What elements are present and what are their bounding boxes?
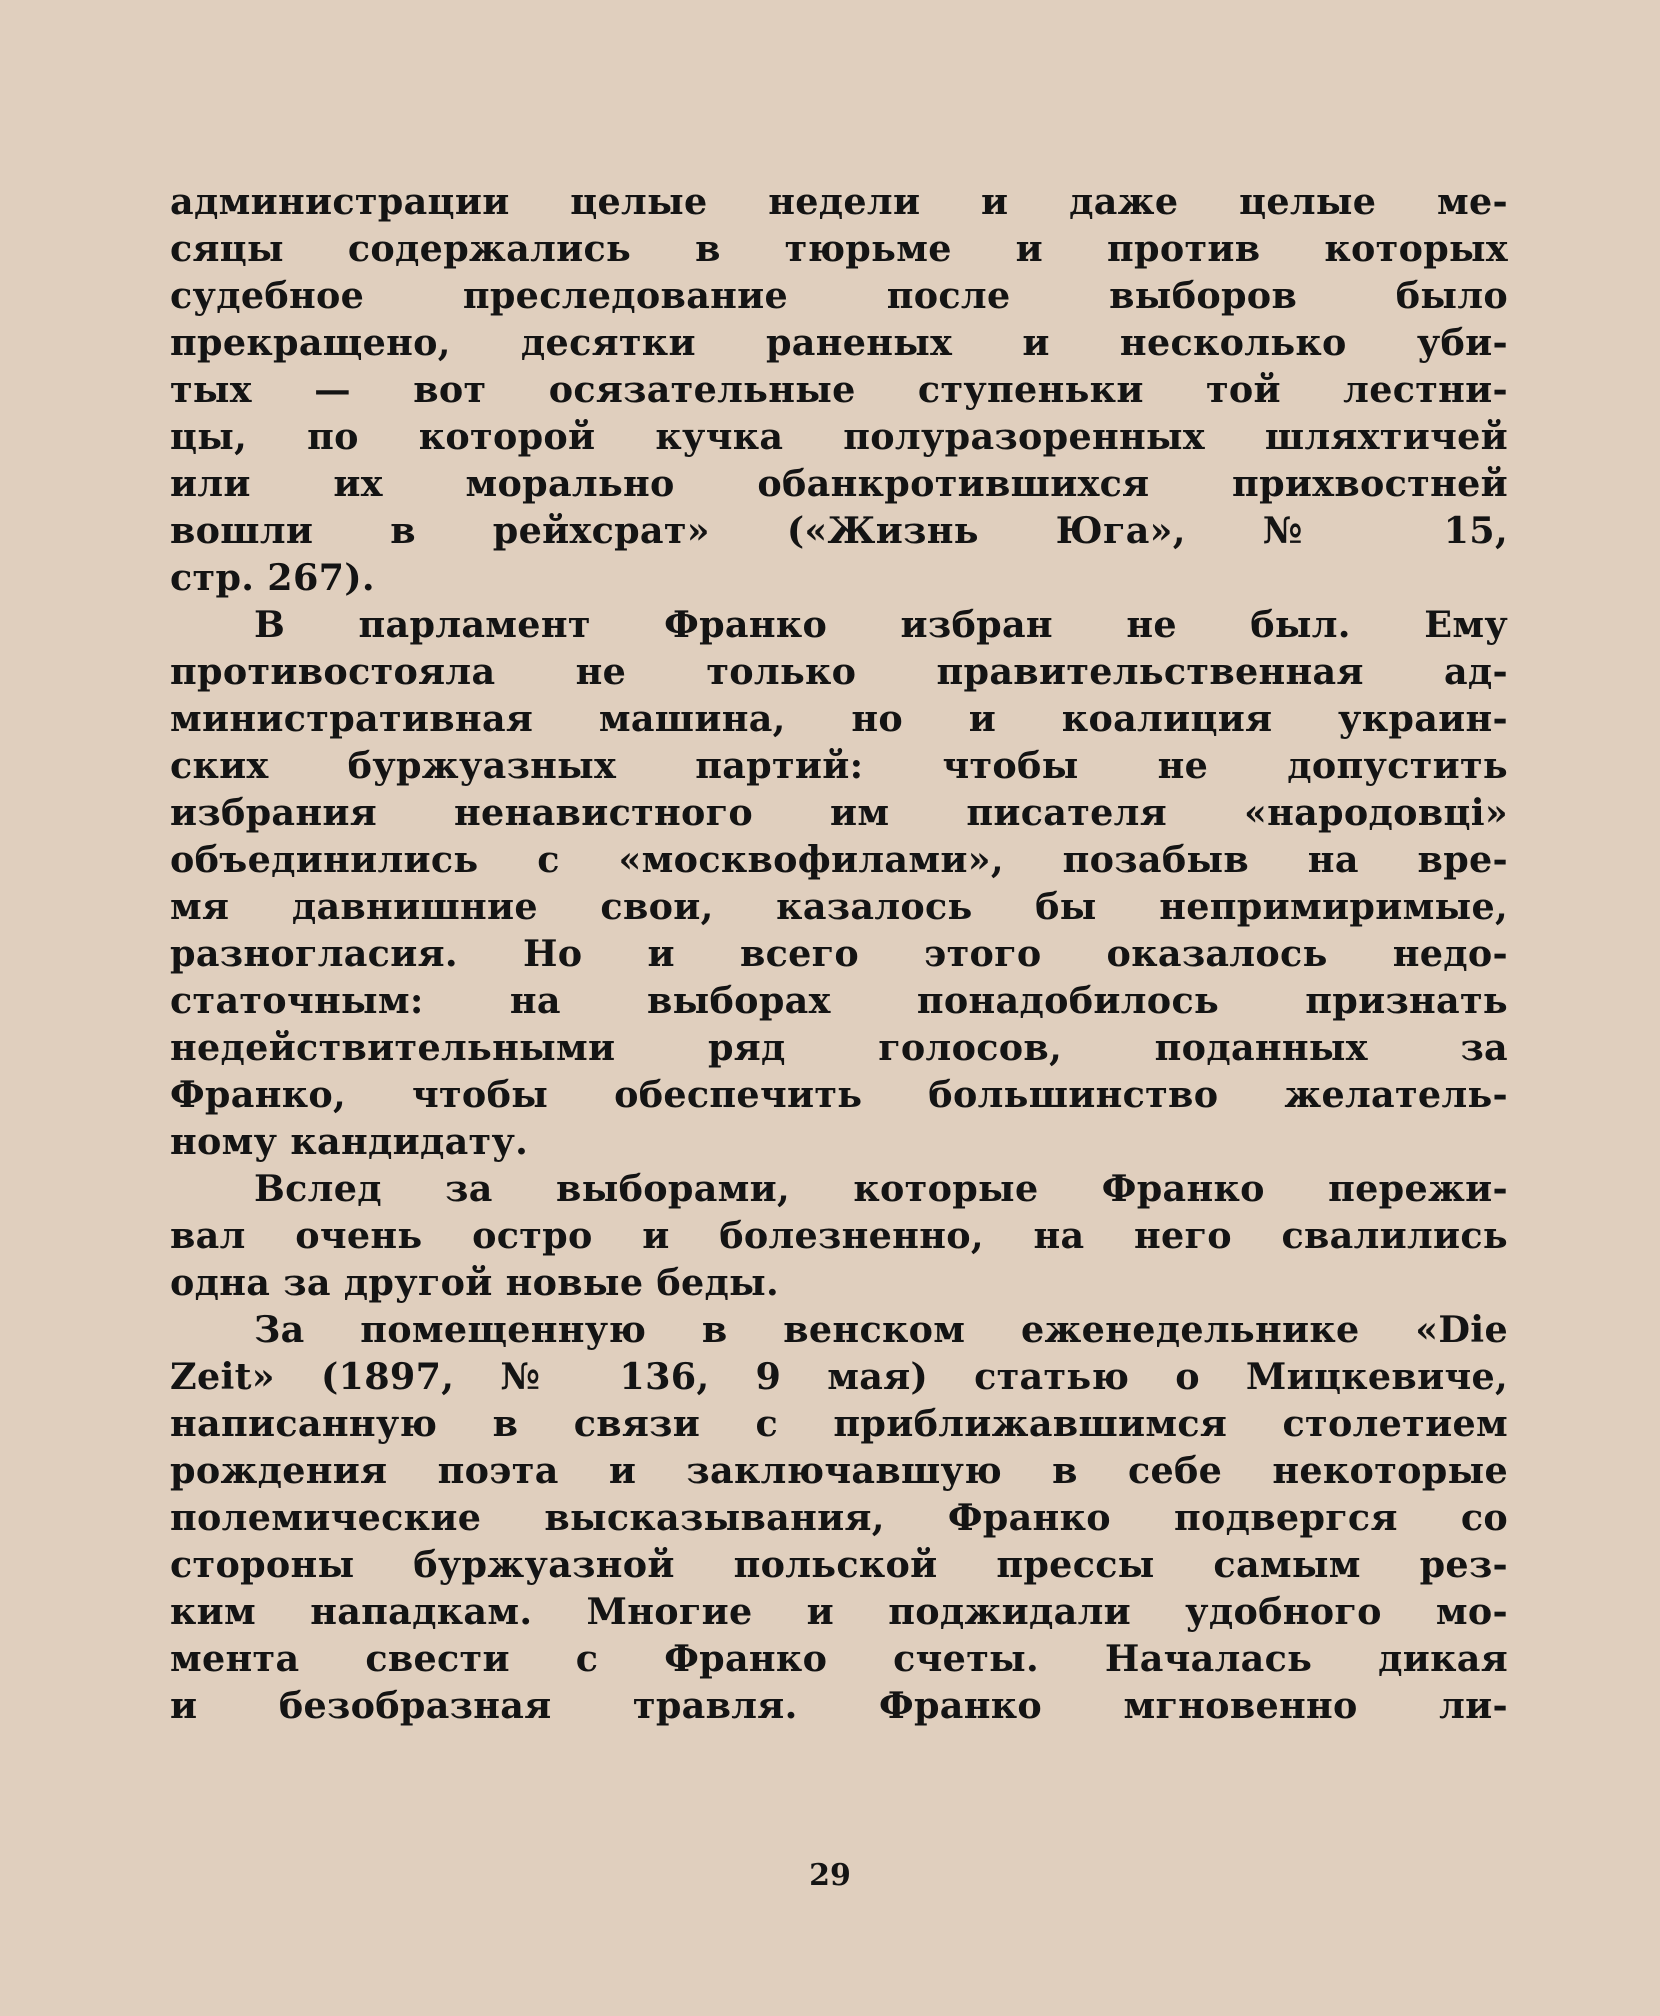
text-line: написанную в связи с приближавшимся столетием (170, 1402, 1508, 1445)
text-line: статочным: на выборах понадобилось признать (170, 979, 1508, 1022)
text-line: противостояла не только правительственная ад- (170, 650, 1508, 693)
text-line: цы, по которой кучка полуразоренных шляхтичей (170, 415, 1508, 458)
text-line: и безобразная травля. Франко мгновенно ли- (170, 1684, 1508, 1727)
text-line: разногласия. Но и всего этого оказалось недо- (170, 932, 1508, 975)
paragraph-start-line: За помещенную в венском еженедельнике «Die (254, 1308, 1508, 1351)
text-line: вал очень остро и болезненно, на него свалились (170, 1214, 1508, 1257)
text-line: ким нападкам. Многие и поджидали удобного мо- (170, 1590, 1508, 1633)
text-line: или их морально обанкротившихся прихвостней (170, 462, 1508, 505)
body-text (170, 178, 1508, 1729)
text-line: недействительными ряд голосов, поданных за (170, 1026, 1508, 1069)
text-line: рождения поэта и заключавшую в себе некоторые (170, 1449, 1508, 1492)
text-line: министративная машина, но и коалиция украин- (170, 697, 1508, 740)
text-line: вошли в рейхсрат» («Жизнь Юга», № 15, (170, 509, 1508, 552)
text-line: объединились с «москвофилами», позабыв на вре- (170, 838, 1508, 881)
text-line: полемические высказывания, Франко подвергся со (170, 1496, 1508, 1539)
text-line: ских буржуазных партий: чтобы не допустить (170, 744, 1508, 787)
text-line: ному кандидату. (170, 1120, 529, 1163)
text-line: избрания ненавистного им писателя «народовці» (170, 791, 1508, 834)
text-line: стороны буржуазной польской прессы самым рез- (170, 1543, 1508, 1586)
text-line: администрации целые недели и даже целые ме- (170, 180, 1508, 223)
text-line: Франко, чтобы обеспечить большинство желатель- (170, 1073, 1508, 1116)
text-line: Zeit» (1897, № 136, 9 мая) статью о Мицкевиче, (170, 1355, 1508, 1398)
page-number: 29 (809, 1858, 851, 1893)
text-line: тых — вот осязательные ступеньки той лестни- (170, 368, 1508, 411)
text-line: стр. 267). (170, 556, 375, 599)
text-line: сяцы содержались в тюрьме и против которых (170, 227, 1508, 270)
paragraph-start-line: Вслед за выборами, которые Франко пережи- (254, 1167, 1508, 1210)
text-line: судебное преследование после выборов было (170, 274, 1508, 317)
text-line: мя давнишние свои, казалось бы непримиримые, (170, 885, 1508, 928)
text-line: мента свести с Франко счеты. Началась дикая (170, 1637, 1508, 1680)
paragraph-start-line: В парламент Франко избран не был. Ему (254, 603, 1508, 646)
text-line: прекращено, десятки раненых и несколько уби- (170, 321, 1508, 364)
text-line: одна за другой новые беды. (170, 1261, 780, 1304)
